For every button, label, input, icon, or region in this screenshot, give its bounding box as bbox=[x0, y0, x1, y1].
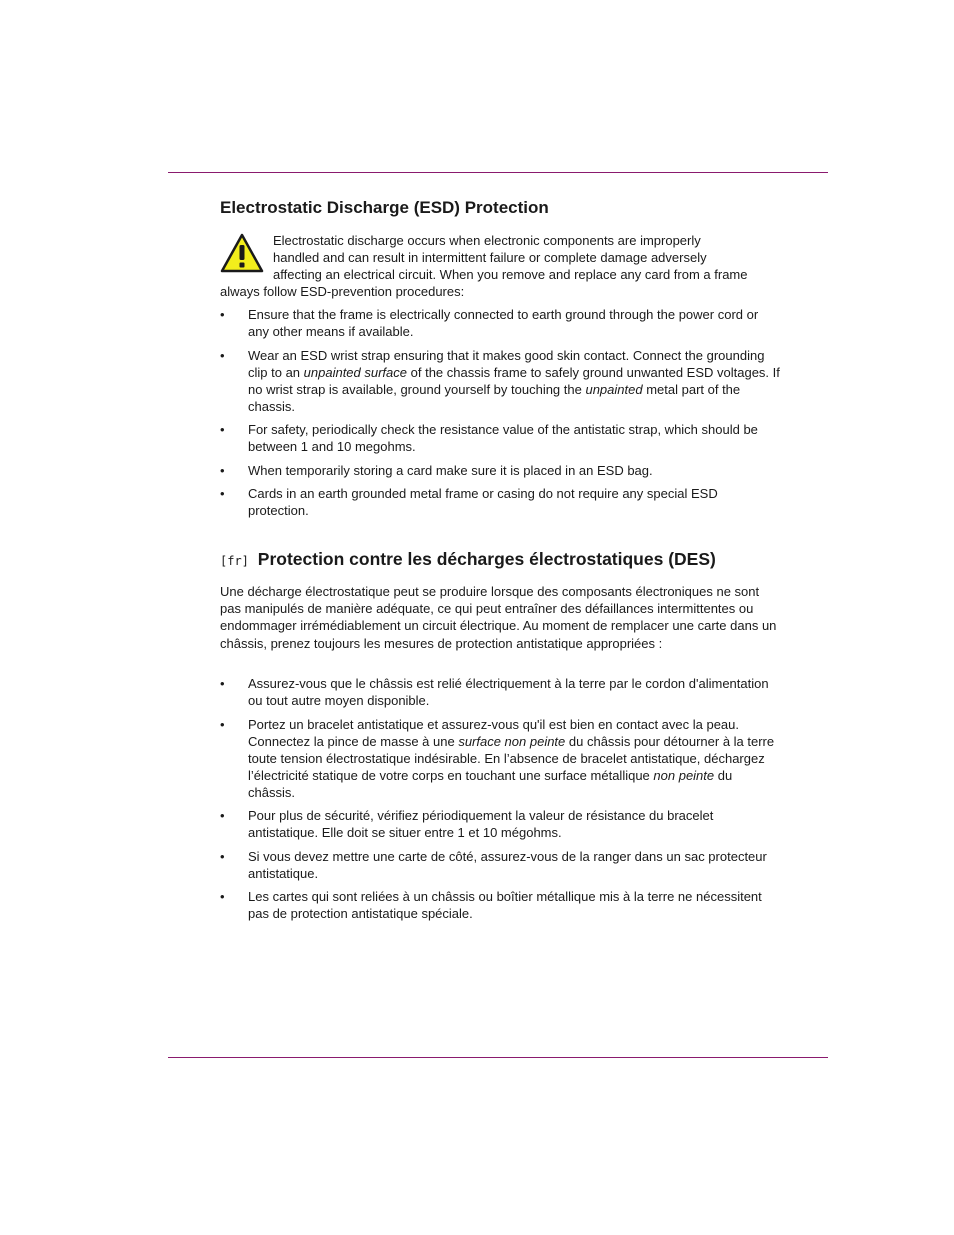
emphasis-text: non peinte bbox=[653, 767, 715, 783]
bullet-text: Cards in an earth grounded metal frame or casing do not require any special ESD protection. bbox=[248, 486, 718, 518]
bullet-text: Pour plus de sécurité, vérifiez périodiquement la valeur de résistance du bracelet antistatique. Elle doit se situer entre 1 et 10 mégohms. bbox=[248, 808, 714, 840]
emphasis-text: unpainted bbox=[585, 381, 643, 397]
bullet-text: Portez un bracelet antistatique et assurez-vous qu'il est bien en contact avec la peau. Connectez la pince de masse à une surface non peinte du châssis pour détourner à la terre toute tension électrostatique indésirable. En l’absence de bracelet antistatique, déchargez l’électricité statique de votre corps en touchant une surface métallique non peinte du châssis. bbox=[248, 716, 775, 800]
bullet-mark: • bbox=[220, 307, 225, 322]
des-heading bbox=[220, 549, 716, 570]
list-item bbox=[220, 675, 780, 709]
emphasis-text: surface non peinte bbox=[458, 733, 566, 749]
bullet-mark: • bbox=[220, 889, 225, 904]
list-item bbox=[220, 306, 780, 340]
bullet-text: Assurez-vous que le châssis est relié électriquement à la terre par le cordon d'alimentation ou tout autre moyen disponible. bbox=[248, 676, 769, 708]
bullet-mark: • bbox=[220, 808, 225, 823]
emphasis-text: unpainted surface bbox=[303, 364, 408, 380]
header-rule bbox=[168, 172, 828, 173]
list-item bbox=[220, 462, 780, 479]
list-item bbox=[220, 485, 780, 519]
bullet-text: Si vous devez mettre une carte de côté, assurez-vous de la ranger dans un sac protecteur antistatique. bbox=[248, 848, 767, 881]
footer-rule bbox=[168, 1057, 828, 1058]
bullet-mark: • bbox=[220, 486, 225, 501]
bullet-mark: • bbox=[220, 676, 225, 691]
des-intro: Une décharge électrostatique peut se produire lorsque des composants électroniques ne sont pas manipulés de manière adéquate, ce qui peut entraîner des défaillances intermittentes ou endommager irrémédiablement un circuit électrique. Au moment de remplacer une carte dans un châssis, prenez toujours les mesures de protection antistatique appropriées : bbox=[220, 584, 777, 651]
esd-bullet-list bbox=[220, 306, 780, 526]
intro-line: always follow ESD-prevention procedures: bbox=[220, 284, 465, 299]
des-heading-text: Protection contre les décharges électrostatiques (DES) bbox=[257, 549, 716, 569]
bullet-text: For safety, periodically check the resistance value of the antistatic strap, which should be between 1 and 10 megohms. bbox=[248, 422, 758, 454]
bullet-mark: • bbox=[220, 462, 225, 478]
bullet-text: Ensure that the frame is electrically connected to earth ground through the power cord or any other means if available. bbox=[248, 307, 759, 339]
list-item bbox=[220, 807, 780, 841]
bullet-mark: • bbox=[220, 347, 225, 363]
list-item bbox=[220, 848, 780, 882]
intro-line: handled and can result in intermittent failure or complete damage adversely bbox=[273, 250, 707, 265]
list-item bbox=[220, 716, 780, 801]
intro-line: Electrostatic discharge occurs when electronic components are improperly bbox=[273, 233, 701, 248]
list-item bbox=[220, 888, 780, 922]
list-item bbox=[220, 347, 780, 415]
esd-intro bbox=[220, 232, 780, 300]
bullet-text: When temporarily storing a card make sure it is placed in an ESD bag. bbox=[248, 462, 653, 478]
bullet-mark: • bbox=[220, 848, 225, 864]
bullet-mark: • bbox=[220, 716, 225, 732]
bullet-text: Les cartes qui sont reliées à un châssis ou boîtier métallique mis à la terre ne nécessitent pas de protection antistatique spéciale. bbox=[248, 889, 762, 921]
bullet-mark: • bbox=[220, 422, 225, 437]
esd-heading: Electrostatic Discharge (ESD) Protection bbox=[220, 198, 549, 217]
language-tag: [fr] bbox=[220, 554, 249, 568]
list-item bbox=[220, 421, 780, 455]
bullet-text: Wear an ESD wrist strap ensuring that it makes good skin contact. Connect the grounding clip to an unpainted surface of the chassis frame to safely ground unwanted ESD voltages. If no wrist strap is available, ground yourself by touching the unpainted metal part of the chassis. bbox=[248, 347, 780, 414]
intro-line: affecting an electrical circuit. When you remove and replace any card from a frame bbox=[273, 267, 748, 282]
des-bullet-list bbox=[220, 675, 780, 929]
